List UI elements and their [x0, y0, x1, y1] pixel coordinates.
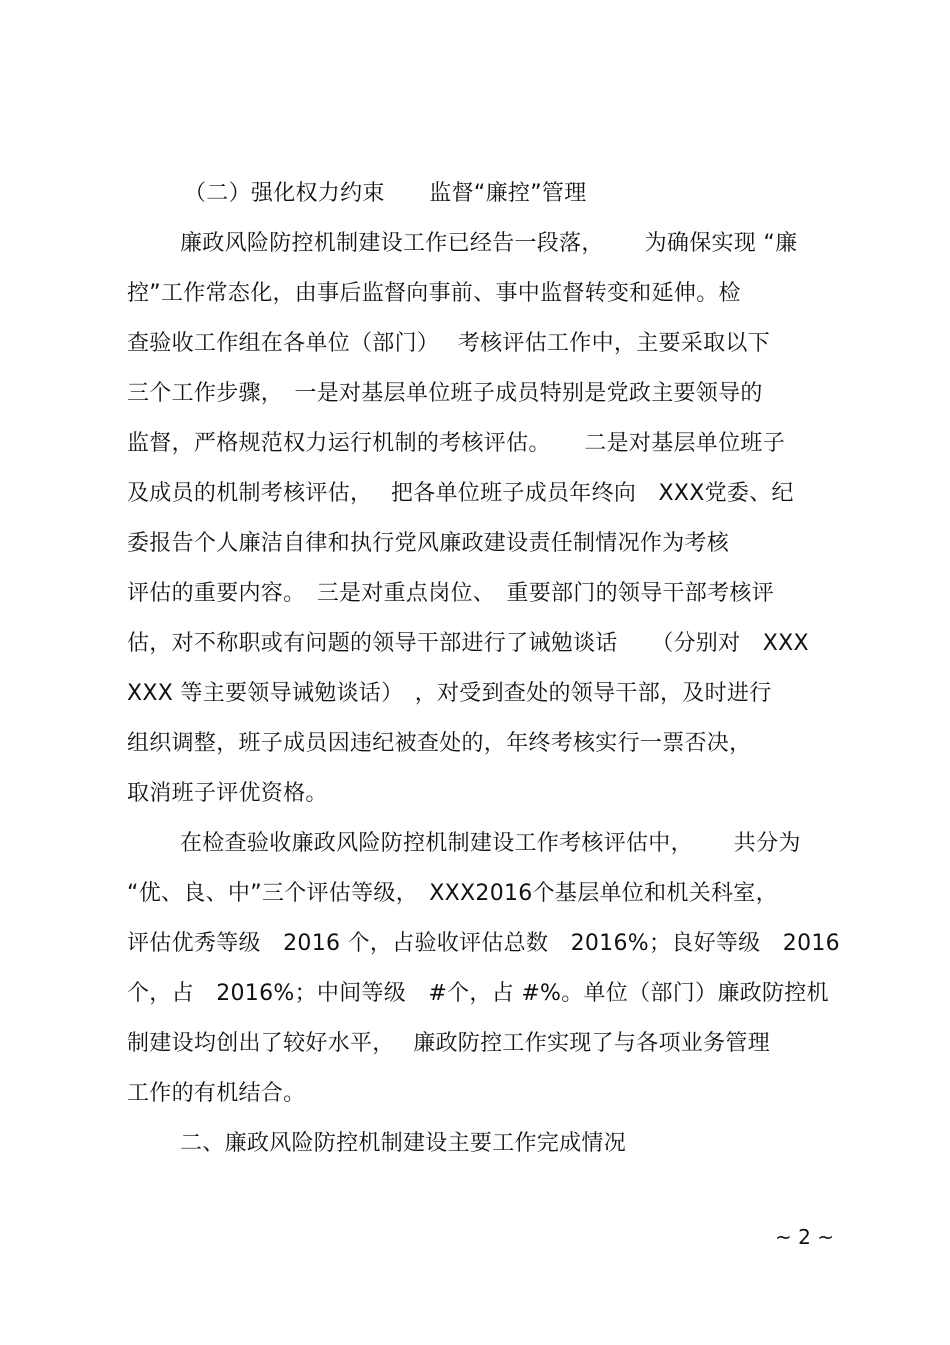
paragraph-line: 组织调整，班子成员因违纪被查处的，年终考核实行一票否决，	[127, 731, 752, 756]
paragraph-line: 估，对不称职或有问题的领导干部进行了诫勉谈话 （分别对 XXX	[127, 631, 809, 656]
section-title: 二、廉政风险防控机制建设主要工作完成情况	[180, 1131, 627, 1156]
paragraph-line: 工作的有机结合。	[127, 1081, 306, 1106]
paragraph-line: “优、良、中”三个评估等级， XXX2016个基层单位和机关科室，	[127, 881, 778, 906]
paragraph-line: 查验收工作组在各单位（部门） 考核评估工作中，主要采取以下	[127, 331, 770, 356]
page-number: ~ 2 ~	[775, 1225, 834, 1249]
paragraph-line: 及成员的机制考核评估， 把各单位班子成员年终向 XXX党委、纪	[127, 481, 794, 506]
paragraph-line: 个，占 2016%；中间等级 #个，占 #%。单位（部门）廉政防控机	[127, 981, 829, 1006]
paragraph-line: 评估优秀等级 2016 个，占验收评估总数 2016%；良好等级 2016	[127, 931, 840, 956]
paragraph-line: 监督，严格规范权力运行机制的考核评估。 二是对基层单位班子	[127, 431, 786, 456]
paragraph-line: 制建设均创出了较好水平， 廉政防控工作实现了与各项业务管理	[127, 1031, 770, 1056]
paragraph-line: 三个工作步骤， 一是对基层单位班子成员特别是党政主要领导的	[127, 381, 763, 406]
paragraph-line: 委报告个人廉洁自律和执行党风廉政建设责任制情况作为考核	[127, 531, 730, 556]
paragraph-line: 评估的重要内容。 三是对重点岗位、 重要部门的领导干部考核评	[127, 581, 775, 606]
paragraph-line: 控”工作常态化，由事后监督向事前、事中监督转变和延伸。检	[127, 281, 741, 306]
section-heading: （二）强化权力约束 监督“廉控”管理	[184, 181, 587, 206]
paragraph-line: 廉政风险防控机制建设工作已经告一段落， 为确保实现 “廉	[180, 231, 798, 256]
paragraph-line: XXX 等主要领导诫勉谈话） ，对受到查处的领导干部，及时进行	[127, 681, 772, 706]
paragraph-line: 取消班子评优资格。	[127, 781, 328, 806]
paragraph-line: 在检查验收廉政风险防控机制建设工作考核评估中， 共分为	[180, 831, 801, 856]
